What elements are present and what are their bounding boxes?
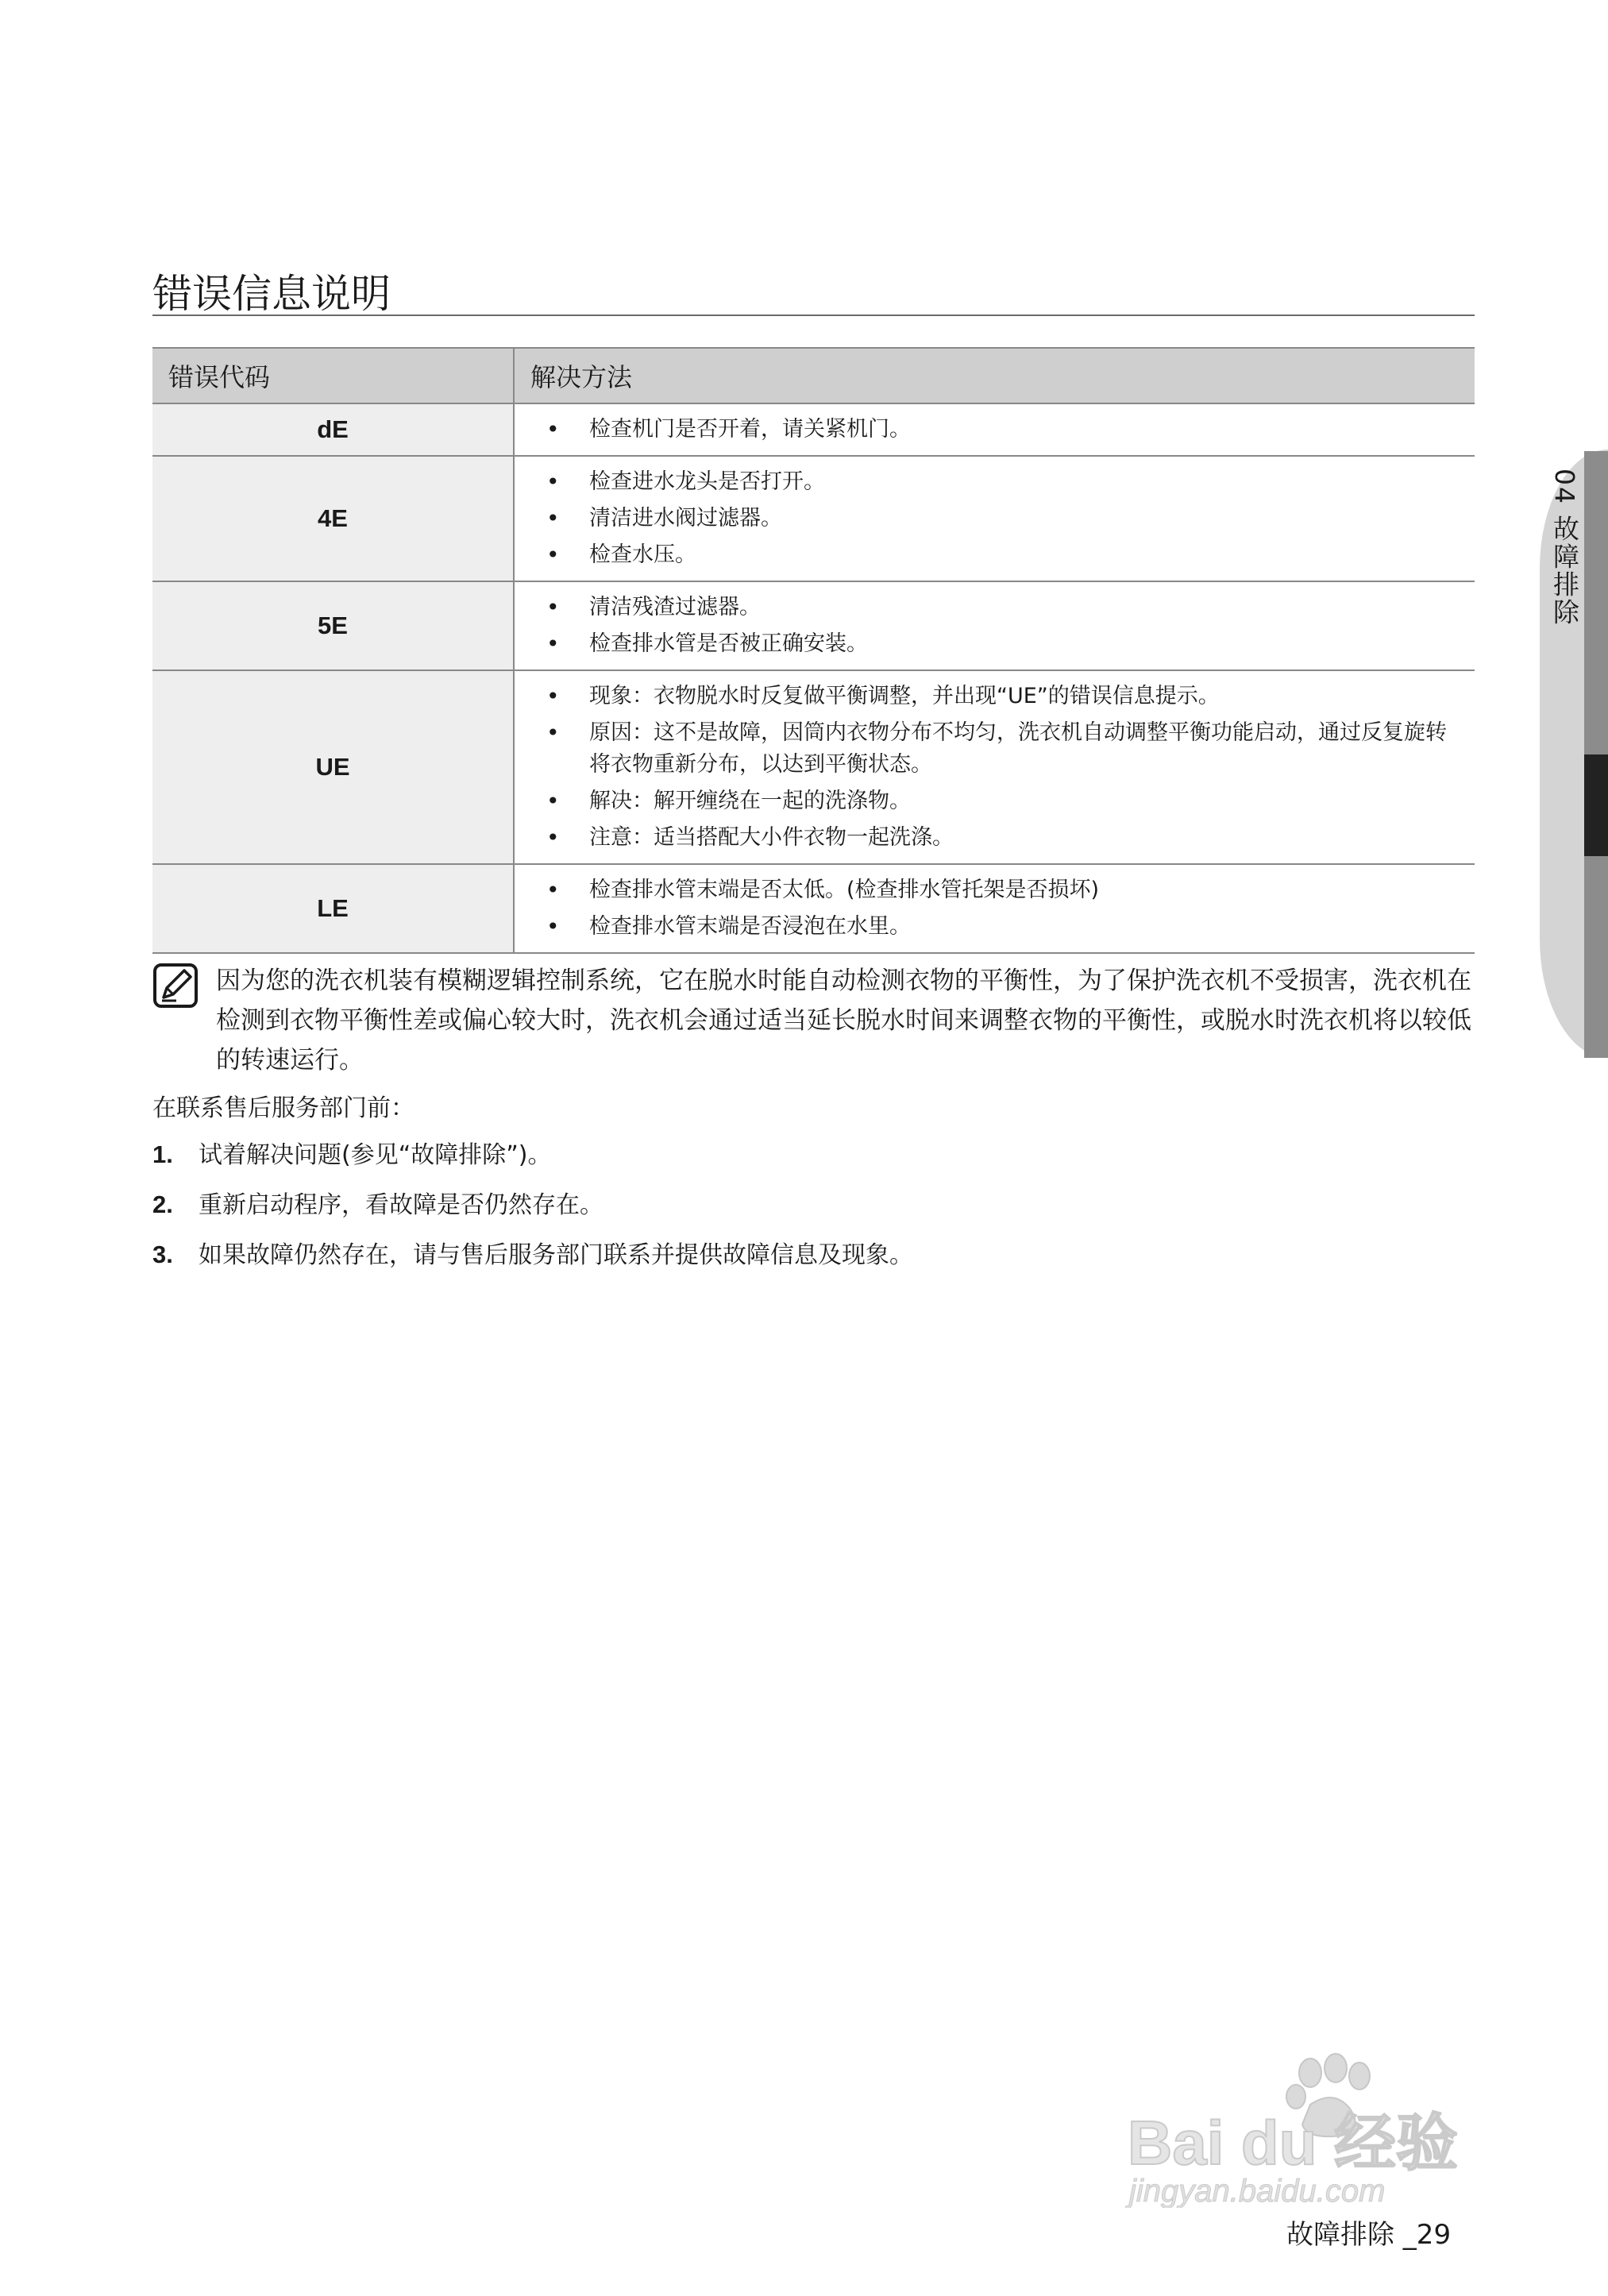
- list-item: • 清洁进水阀过滤器。: [546, 503, 1459, 534]
- table-row: [152, 864, 1475, 953]
- list-item: • 检查机门是否开着，请关紧机门。: [546, 414, 1459, 446]
- table-row: [152, 456, 1475, 581]
- section-title: 错误信息说明: [152, 271, 391, 317]
- table-row: [152, 403, 1475, 456]
- error-code-cell: dE: [152, 403, 514, 456]
- contact-steps: [152, 1139, 913, 1289]
- note-text: 因为您的洗衣机装有模糊逻辑控制系统，它在脱水时能自动检测衣物的平衡性，为了保护洗衣机不受损害，洗衣机在检测到衣物平衡性差或偏心较大时，洗衣机会通过适当延长脱水时间来调整衣物的平衡性，或脱水时洗衣机将以较低的转速运行。: [216, 967, 1471, 1075]
- list-item: [152, 1239, 913, 1271]
- solution-cell: [514, 670, 1475, 864]
- note-pencil-icon: [152, 963, 199, 1009]
- table-row: [152, 670, 1475, 864]
- table-header-row: [152, 348, 1475, 403]
- error-code-cell: UE: [152, 670, 514, 864]
- contact-intro: 在联系售后服务部门前：: [152, 1094, 415, 1122]
- step-text: 重新启动程序，看故障是否仍然存在。: [199, 1191, 603, 1219]
- error-code-cell: LE: [152, 864, 514, 953]
- svg-text:Bai du 经验: Bai du 经验: [1128, 2108, 1459, 2178]
- page-footer: 故障排除 _29: [1286, 2219, 1452, 2251]
- list-item: • 检查水压。: [546, 539, 1459, 571]
- error-code-cell: 5E: [152, 581, 514, 670]
- header-error-code: 错误代码: [152, 348, 514, 403]
- list-item: • 检查排水管是否被正确安装。: [546, 628, 1459, 660]
- list-item: • 现象：衣物脱水时反复做平衡调整，并出现“UE”的错误信息提示。: [546, 681, 1459, 712]
- title-rule: [152, 314, 1475, 316]
- solution-cell: [514, 581, 1475, 670]
- step-number: 2.: [152, 1190, 173, 1218]
- baidu-watermark: [1112, 2049, 1525, 2208]
- svg-text:jingyan.baidu.com: jingyan.baidu.com: [1129, 2174, 1386, 2208]
- solution-cell: [514, 403, 1475, 456]
- list-item: • 检查排水管末端是否太低。(检查排水管托架是否损坏): [546, 874, 1459, 906]
- error-code-cell: 4E: [152, 456, 514, 581]
- side-tab-marker: [1584, 754, 1608, 856]
- list-item: [152, 1189, 913, 1221]
- list-item: • 检查排水管末端是否浸泡在水里。: [546, 911, 1459, 943]
- list-item: • 清洁残渣过滤器。: [546, 592, 1459, 623]
- step-number: 3.: [152, 1241, 173, 1268]
- step-text: 试着解决问题(参见“故障排除”)。: [199, 1141, 552, 1169]
- note-block: [152, 961, 1475, 1080]
- header-solution: 解决方法: [514, 348, 1475, 403]
- list-item: • 原因：这不是故障，因筒内衣物分布不均匀，洗衣机自动调整平衡功能启动，通过反复旋转将衣物重新分布，以达到平衡状态。: [546, 717, 1459, 781]
- solution-cell: [514, 864, 1475, 953]
- step-number: 1.: [152, 1140, 173, 1168]
- list-item: • 解决：解开缠绕在一起的洗涤物。: [546, 785, 1459, 817]
- step-text: 如果故障仍然存在，请与售后服务部门联系并提供故障信息及现象。: [199, 1241, 913, 1269]
- list-item: • 检查进水龙头是否打开。: [546, 466, 1459, 498]
- table-row: [152, 581, 1475, 670]
- chapter-label: 04 故障排除: [1549, 469, 1580, 627]
- list-item: • 注意：适当搭配大小件衣物一起洗涤。: [546, 822, 1459, 854]
- list-item: [152, 1139, 913, 1171]
- solution-cell: [514, 456, 1475, 581]
- error-code-table: [152, 347, 1475, 954]
